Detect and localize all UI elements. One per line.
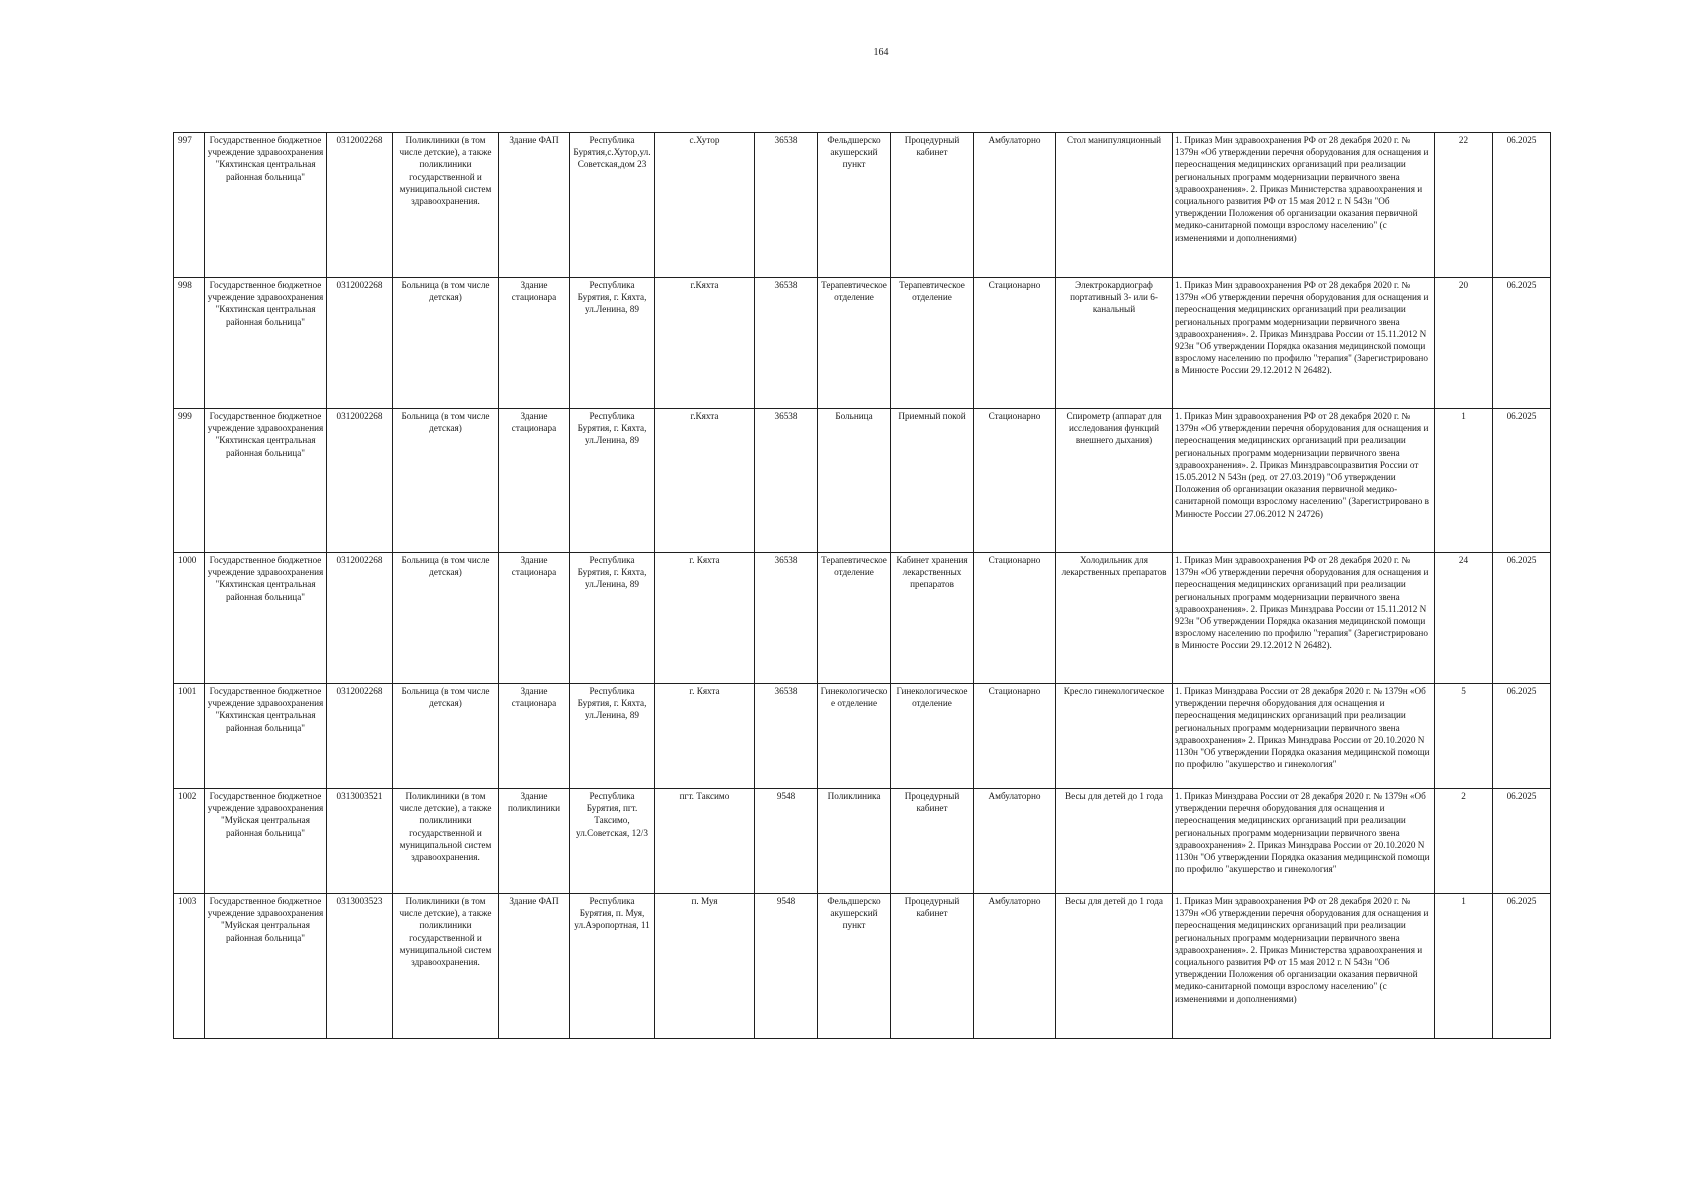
- settlement-name: с.Хутор: [655, 133, 755, 278]
- table-row: [174, 684, 1551, 789]
- regulatory-basis: 1. Приказ Мин здравоохранения РФ от 28 декабря 2020 г. № 1379н «Об утверждении перечня оборудования для оснащения и переоснащения медицинских организаций при реализации региональных программ модернизации первичного звена здравоохранения». 2. Приказ Минздрава России от 15.11.2012 N 923н "Об утверждении Порядка оказания медицинской помощи взрослому населению по профилю "терапия" (Зарегистрировано в Минюсте России 29.12.2012 N 26482).: [1173, 553, 1435, 684]
- delivery-date: 06.2025: [1493, 409, 1551, 553]
- delivery-date: 06.2025: [1493, 789, 1551, 894]
- delivery-date: 06.2025: [1493, 684, 1551, 789]
- organization-code: 0312002268: [327, 409, 393, 553]
- organization-name: Государственное бюджетное учреждение здравоохранения "Муйская центральная районная больница": [205, 894, 327, 1039]
- building-name: Здание стационара: [499, 409, 570, 553]
- facility-type: Поликлиники (в том числе детские), а также поликлиники государственной и муниципальной систем здравоохранения.: [393, 789, 499, 894]
- building-name: Здание ФАП: [499, 894, 570, 1039]
- room-name: Гинекологическое отделение: [891, 684, 974, 789]
- row-number: 1001: [174, 684, 205, 789]
- building-name: Здание поликлиники: [499, 789, 570, 894]
- table-row: [174, 278, 1551, 409]
- equipment-name: Холодильник для лекарственных препаратов: [1056, 553, 1173, 684]
- row-number: 998: [174, 278, 205, 409]
- regulatory-basis: 1. Приказ Мин здравоохранения РФ от 28 декабря 2020 г. № 1379н «Об утверждении перечня оборудования для оснащения и переоснащения медицинских организаций при реализации региональных программ модернизации первичного звена здравоохранения». 2. Приказ Минздравсоцразвития России от 15.05.2012 N 543н (ред. от 27.03.2019) "Об утверждении Положения об организации оказания первичной медико-санитарной помощи взрослому населению" (Зарегистрировано в Минюсте России 27.06.2012 N 24726): [1173, 409, 1435, 553]
- row-number: 1003: [174, 894, 205, 1039]
- delivery-date: 06.2025: [1493, 133, 1551, 278]
- building-name: Здание стационара: [499, 278, 570, 409]
- room-name: Процедурный кабинет: [891, 789, 974, 894]
- facility-type: Больница (в том числе детская): [393, 553, 499, 684]
- facility-type: Больница (в том числе детская): [393, 278, 499, 409]
- equipment-name: Электрокардиограф портативный 3- или 6-канальный: [1056, 278, 1173, 409]
- building-name: Здание ФАП: [499, 133, 570, 278]
- settlement-name: пгт. Таксимо: [655, 789, 755, 894]
- facility-address: Республика Бурятия, г. Кяхта, ул.Ленина, 89: [570, 684, 655, 789]
- row-number: 1002: [174, 789, 205, 894]
- delivery-date: 06.2025: [1493, 894, 1551, 1039]
- table-row: [174, 409, 1551, 553]
- equipment-name: Весы для детей до 1 года: [1056, 894, 1173, 1039]
- care-mode: Стационарно: [974, 409, 1056, 553]
- room-name: Кабинет хранения лекарственных препаратов: [891, 553, 974, 684]
- equipment-name: Весы для детей до 1 года: [1056, 789, 1173, 894]
- organization-name: Государственное бюджетное учреждение здравоохранения "Кяхтинская центральная районная больница": [205, 278, 327, 409]
- care-mode: Стационарно: [974, 278, 1056, 409]
- building-name: Здание стационара: [499, 553, 570, 684]
- population-count: 36538: [755, 133, 818, 278]
- care-mode: Амбулаторно: [974, 133, 1056, 278]
- equipment-quantity: 2: [1435, 789, 1493, 894]
- page-number: 164: [873, 47, 889, 58]
- settlement-name: г.Кяхта: [655, 409, 755, 553]
- facility-type: Больница (в том числе детская): [393, 409, 499, 553]
- settlement-name: г. Кяхта: [655, 684, 755, 789]
- settlement-name: п. Муя: [655, 894, 755, 1039]
- row-number: 999: [174, 409, 205, 553]
- organization-code: 0312002268: [327, 684, 393, 789]
- facility-address: Республика Бурятия, г. Кяхта, ул.Ленина, 89: [570, 553, 655, 684]
- equipment-quantity: 20: [1435, 278, 1493, 409]
- facility-type: Больница (в том числе детская): [393, 684, 499, 789]
- organization-name: Государственное бюджетное учреждение здравоохранения "Кяхтинская центральная районная больница": [205, 553, 327, 684]
- equipment-register-table: [173, 132, 1551, 1039]
- care-mode: Амбулаторно: [974, 894, 1056, 1039]
- organization-code: 0312002268: [327, 133, 393, 278]
- delivery-date: 06.2025: [1493, 278, 1551, 409]
- organization-code: 0313003521: [327, 789, 393, 894]
- care-mode: Стационарно: [974, 684, 1056, 789]
- equipment-quantity: 5: [1435, 684, 1493, 789]
- regulatory-basis: 1. Приказ Мин здравоохранения РФ от 28 декабря 2020 г. № 1379н «Об утверждении перечня оборудования для оснащения и переоснащения медицинских организаций при реализации региональных программ модернизации первичного звена здравоохранения». 2. Приказ Минздрава России от 15.11.2012 N 923н "Об утверждении Порядка оказания медицинской помощи взрослому населению по профилю "терапия" (Зарегистрировано в Минюсте России 29.12.2012 N 26482).: [1173, 278, 1435, 409]
- facility-address: Республика Бурятия, г. Кяхта, ул.Ленина, 89: [570, 409, 655, 553]
- organization-code: 0312002268: [327, 553, 393, 684]
- room-name: Процедурный кабинет: [891, 133, 974, 278]
- equipment-name: Спирометр (аппарат для исследования функций внешнего дыхания): [1056, 409, 1173, 553]
- regulatory-basis: 1. Приказ Минздрава России от 28 декабря 2020 г. № 1379н «Об утверждении перечня оборудования для оснащения и переоснащения медицинских организаций при реализации региональных программ модернизации первичного звена здравоохранения» 2. Приказ Минздрава России от 20.10.2020 N 1130н "Об утверждении Порядка оказания медицинской помощи по профилю "акушерство и гинекология": [1173, 684, 1435, 789]
- table-row: [174, 789, 1551, 894]
- equipment-quantity: 22: [1435, 133, 1493, 278]
- settlement-name: г. Кяхта: [655, 553, 755, 684]
- facility-address: Республика Бурятия, пгт. Таксимо, ул.Советская, 12/3: [570, 789, 655, 894]
- regulatory-basis: 1. Приказ Мин здравоохранения РФ от 28 декабря 2020 г. № 1379н «Об утверждении перечня оборудования для оснащения и переоснащения медицинских организаций при реализации региональных программ модернизации первичного звена здравоохранения». 2. Приказ Министерства здравоохранения и социального развития РФ от 15 мая 2012 г. N 543н "Об утверждении Положения об организации оказания первичной медико-санитарной помощи взрослому населению" (с изменениями и дополнениями): [1173, 894, 1435, 1039]
- department-unit: Терапевтическое отделение: [818, 278, 891, 409]
- facility-address: Республика Бурятия, г. Кяхта, ул.Ленина, 89: [570, 278, 655, 409]
- regulatory-basis: 1. Приказ Мин здравоохранения РФ от 28 декабря 2020 г. № 1379н «Об утверждении перечня оборудования для оснащения и переоснащения медицинских организаций при реализации региональных программ модернизации первичного звена здравоохранения». 2. Приказ Министерства здравоохранения и социального развития РФ от 15 мая 2012 г. N 543н "Об утверждении Положения об организации оказания первичной медико-санитарной помощи взрослому населению" (с изменениями и дополнениями): [1173, 133, 1435, 278]
- organization-name: Государственное бюджетное учреждение здравоохранения "Муйская центральная районная больница": [205, 789, 327, 894]
- delivery-date: 06.2025: [1493, 553, 1551, 684]
- population-count: 36538: [755, 409, 818, 553]
- population-count: 9548: [755, 789, 818, 894]
- population-count: 36538: [755, 278, 818, 409]
- organization-name: Государственное бюджетное учреждение здравоохранения "Кяхтинская центральная районная больница": [205, 133, 327, 278]
- facility-address: Республика Бурятия, п. Муя, ул.Аэропортная, 11: [570, 894, 655, 1039]
- row-number: 997: [174, 133, 205, 278]
- room-name: Процедурный кабинет: [891, 894, 974, 1039]
- population-count: 36538: [755, 553, 818, 684]
- organization-name: Государственное бюджетное учреждение здравоохранения "Кяхтинская центральная районная больница": [205, 684, 327, 789]
- room-name: Приемный покой: [891, 409, 974, 553]
- equipment-quantity: 1: [1435, 409, 1493, 553]
- organization-code: 0313003523: [327, 894, 393, 1039]
- building-name: Здание стационара: [499, 684, 570, 789]
- regulatory-basis: 1. Приказ Минздрава России от 28 декабря 2020 г. № 1379н «Об утверждении перечня оборудования для оснащения и переоснащения медицинских организаций при реализации региональных программ модернизации первичного звена здравоохранения» 2. Приказ Минздрава России от 20.10.2020 N 1130н "Об утверждении Порядка оказания медицинской помощи по профилю "акушерство и гинекология": [1173, 789, 1435, 894]
- table-row: [174, 894, 1551, 1039]
- equipment-quantity: 24: [1435, 553, 1493, 684]
- equipment-quantity: 1: [1435, 894, 1493, 1039]
- organization-name: Государственное бюджетное учреждение здравоохранения "Кяхтинская центральная районная больница": [205, 409, 327, 553]
- department-unit: Фельдшерско акушерский пункт: [818, 133, 891, 278]
- facility-type: Поликлиники (в том числе детские), а также поликлиники государственной и муниципальной систем здравоохранения.: [393, 894, 499, 1039]
- department-unit: Больница: [818, 409, 891, 553]
- equipment-name: Кресло гинекологическое: [1056, 684, 1173, 789]
- population-count: 36538: [755, 684, 818, 789]
- table-row: [174, 133, 1551, 278]
- settlement-name: г.Кяхта: [655, 278, 755, 409]
- department-unit: Гинекологическое отделение: [818, 684, 891, 789]
- department-unit: Терапевтическое отделение: [818, 553, 891, 684]
- care-mode: Амбулаторно: [974, 789, 1056, 894]
- equipment-name: Стол манипуляционный: [1056, 133, 1173, 278]
- facility-address: Республика Бурятия,с.Хутор,ул.Советская,дом 23: [570, 133, 655, 278]
- row-number: 1000: [174, 553, 205, 684]
- department-unit: Фельдшерско акушерский пункт: [818, 894, 891, 1039]
- table-row: [174, 553, 1551, 684]
- organization-code: 0312002268: [327, 278, 393, 409]
- facility-type: Поликлиники (в том числе детские), а также поликлиники государственной и муниципальной систем здравоохранения.: [393, 133, 499, 278]
- care-mode: Стационарно: [974, 553, 1056, 684]
- room-name: Терапевтическое отделение: [891, 278, 974, 409]
- register-body: [174, 133, 1551, 1039]
- population-count: 9548: [755, 894, 818, 1039]
- department-unit: Поликлиника: [818, 789, 891, 894]
